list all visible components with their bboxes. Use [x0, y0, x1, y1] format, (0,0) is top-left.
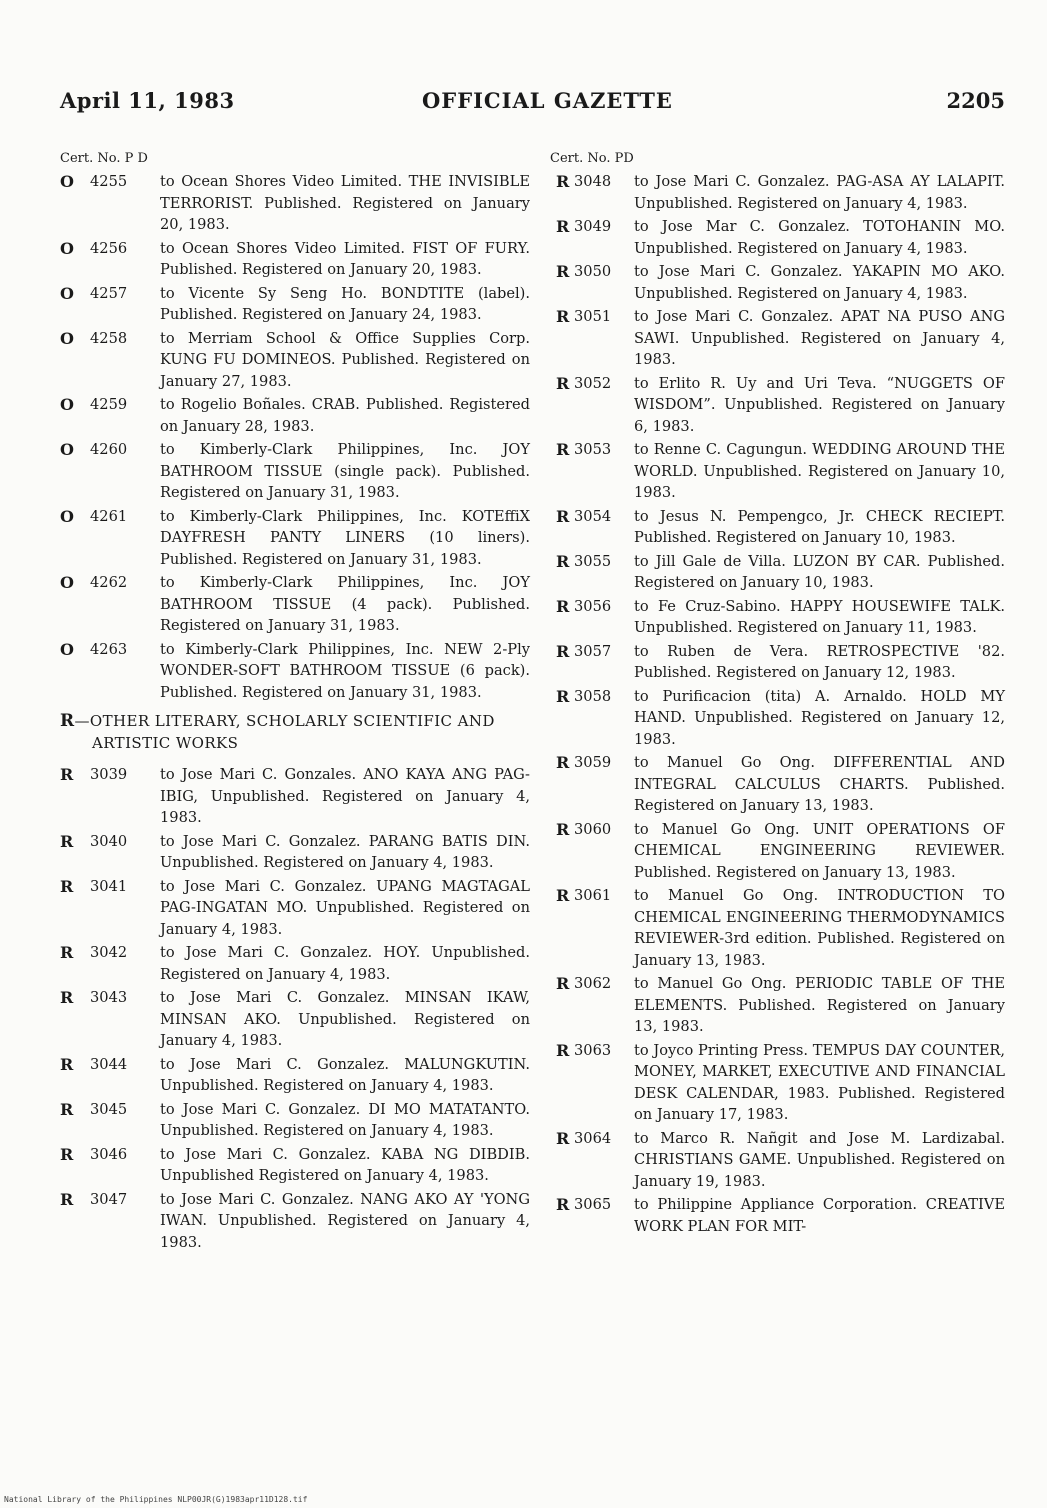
entry-text: to Ocean Shores Video Limited. FIST OF FURY. Published. Registered on January 20, 1983.	[160, 239, 530, 278]
cert-number: 4259	[90, 396, 128, 413]
entry-class-code: R	[60, 1099, 74, 1119]
cert-number: 3051	[574, 308, 612, 325]
section-heading	[60, 711, 530, 754]
cert-number: 4258	[90, 329, 128, 347]
list-item	[60, 1144, 530, 1187]
entry-text: to Jose Mari C. Gonzalez. YAKAPIN MO AKO. Unpublished. Registered on January 4, 1983.	[634, 263, 1005, 302]
cert-number: 3057	[574, 642, 612, 660]
entry-list-o	[60, 171, 530, 703]
list-item	[550, 596, 1005, 639]
list-item	[60, 876, 530, 941]
entry-class-code: R	[556, 596, 570, 616]
cert-number: 3060	[574, 820, 612, 838]
entry-class-code: R	[556, 440, 570, 459]
entry-class-code: R	[556, 1040, 570, 1060]
entry-text: to Ruben de Vera. RETROSPECTIVE '82. Published. Registered on January 12, 1983.	[634, 642, 1005, 681]
cert-number: 3049	[574, 218, 612, 235]
entry-text: to Jose Mari C. Gonzalez. MALUNGKUTIN. Unpublished. Registered on January 4, 1983.	[160, 1055, 530, 1094]
cert-number: 4261	[90, 507, 128, 525]
entry-class-code: R	[556, 307, 570, 326]
entry-text: to Jose Mari C. Gonzales. ANO KAYA ANG PAG-IBIG, Unpublished. Registered on January 4, 1983.	[160, 766, 530, 826]
entry-list-right	[550, 171, 1005, 1237]
cert-number: 4257	[90, 284, 128, 302]
list-item	[60, 283, 530, 326]
entry-text: to Jesus N. Pempengco, Jr. CHECK RECIEPT. Published. Registered on January 10, 1983.	[634, 507, 1005, 546]
page-header	[60, 88, 1005, 116]
cert-number: 3059	[574, 754, 612, 771]
list-item	[550, 752, 1005, 817]
entry-text: to Jose Mari C. Gonzalez. DI MO MATATANTO. Unpublished. Registered on January 4, 1983.	[160, 1100, 530, 1139]
entry-class-code: R	[556, 217, 570, 236]
list-item	[60, 987, 530, 1052]
entry-text: to Erlito R. Uy and Uri Teva. “NUGGETS OF WISDOM”. Unpublished. Registered on January 6, 1983.	[634, 374, 1005, 435]
cert-number: 3045	[90, 1100, 128, 1118]
entry-text: to Joyco Printing Press. TEMPUS DAY COUNTER, MONEY, MARKET, EXECUTIVE AND FINANCIAL DESK CALENDAR, 1983. Published. Registered on January 17, 1983.	[634, 1041, 1005, 1123]
entry-text: to Manuel Go Ong. INTRODUCTION TO CHEMICAL ENGINEERING THERMODYNAMICS REVIEWER-3rd edition. Published. Registered on January 13, 1983.	[634, 887, 1005, 969]
cert-number: 3062	[574, 975, 612, 992]
list-item	[550, 1040, 1005, 1126]
list-item	[550, 506, 1005, 549]
cert-number: 3061	[574, 887, 612, 904]
publication-title: OFFICIAL GAZETTE	[422, 88, 673, 113]
list-item	[550, 216, 1005, 259]
column-heading: Cert. No. PD	[550, 151, 634, 166]
entry-class-code: R	[556, 974, 570, 993]
cert-number: 3063	[574, 1041, 612, 1059]
cert-number: 4256	[90, 239, 128, 257]
cert-number: 3042	[90, 944, 128, 961]
list-item	[60, 831, 530, 874]
entry-class-code: R	[60, 1189, 74, 1209]
list-item	[550, 686, 1005, 751]
left-column	[60, 148, 530, 1255]
list-item	[550, 1194, 1005, 1237]
entry-class-code: R	[556, 753, 570, 772]
entry-text: to Jose Mari C. Gonzalez. MINSAN IKAW, MINSAN AKO. Unpublished. Registered on January 4, 1983.	[160, 989, 530, 1049]
entry-class-code: R	[556, 373, 570, 393]
list-item	[550, 439, 1005, 504]
list-item	[60, 171, 530, 236]
entry-class-code: O	[60, 395, 74, 414]
list-item	[60, 572, 530, 637]
cert-number: 3054	[574, 507, 612, 525]
right-column	[550, 148, 1005, 1239]
entry-text: to Manuel Go Ong. DIFFERENTIAL AND INTEGRAL CALCULUS CHARTS. Published. Registered on January 13, 1983.	[634, 754, 1005, 814]
page-number: 2205	[946, 88, 1005, 113]
section-title: —OTHER LITERARY, SCHOLARLY SCIENTIFIC AND ARTISTIC WORKS	[74, 712, 495, 752]
entry-text: to Rogelio Boñales. CRAB. Published. Registered on January 28, 1983.	[160, 396, 530, 435]
list-item	[550, 1128, 1005, 1193]
entry-class-code: O	[60, 283, 74, 303]
cert-number: 4262	[90, 574, 128, 591]
cert-number: 3041	[90, 877, 128, 895]
entry-class-code: R	[60, 988, 74, 1007]
cert-number: 3040	[90, 832, 128, 850]
entry-class-code: R	[556, 506, 570, 526]
entry-text: to Manuel Go Ong. UNIT OPERATIONS OF CHEMICAL ENGINEERING REVIEWER. Published. Registered on January 13, 1983.	[634, 820, 1005, 881]
entry-class-code: R	[556, 886, 570, 905]
entry-text: to Jose Mari C. Gonzalez. KABA NG DIBDIB. Unpublished Registered on January 4, 1983.	[160, 1145, 530, 1184]
entry-class-code: R	[556, 819, 570, 839]
cert-number: 3046	[90, 1145, 128, 1163]
cert-number: 3052	[574, 374, 612, 392]
cert-number: 3065	[574, 1196, 612, 1213]
entry-text: to Merriam School & Office Supplies Corp. KUNG FU DOMINEOS. Published. Registered on January 27, 1983.	[160, 329, 530, 390]
list-item	[550, 819, 1005, 884]
entry-text: to Vicente Sy Seng Ho. BONDTITE (label). Published. Registered on January 24, 1983.	[160, 284, 530, 323]
entry-class-code: O	[60, 172, 74, 191]
entry-text: to Kimberly-Clark Philippines, Inc. JOY BATHROOM TISSUE (4 pack). Published. Registered on January 31, 1983.	[160, 574, 530, 634]
cert-number: 4255	[90, 173, 128, 190]
entry-text: to Manuel Go Ong. PERIODIC TABLE OF THE ELEMENTS. Published. Registered on January 13, 1983.	[634, 975, 1005, 1035]
cert-number: 3044	[90, 1055, 128, 1073]
issue-date: April 11, 1983	[60, 88, 235, 113]
list-item	[60, 1054, 530, 1097]
list-item	[550, 261, 1005, 304]
entry-text: to Jose Mari C. Gonzalez. UPANG MAGTAGAL PAG-INGATAN MO. Unpublished. Registered on January 4, 1983.	[160, 877, 530, 938]
entry-list-r	[60, 764, 530, 1253]
entry-text: to Marco R. Nañgit and Jose M. Lardizabal. CHRISTIANS GAME. Unpublished. Registered on January 19, 1983.	[634, 1129, 1005, 1190]
cert-number: 3055	[574, 552, 612, 570]
list-item	[550, 551, 1005, 594]
entry-text: to Renne C. Cagungun. WEDDING AROUND THE WORLD. Unpublished. Registered on January 10, 1983.	[634, 441, 1005, 501]
entry-text: to Jose Mari C. Gonzalez. NANG AKO AY 'YONG IWAN. Unpublished. Registered on January 4, 1983.	[160, 1190, 530, 1251]
list-item	[550, 973, 1005, 1038]
entry-class-code: R	[60, 1054, 74, 1074]
cert-number: 3043	[90, 989, 128, 1006]
list-item	[550, 373, 1005, 438]
entry-text: to Jill Gale de Villa. LUZON BY CAR. Published. Registered on January 10, 1983.	[634, 552, 1005, 591]
list-item	[60, 942, 530, 985]
entry-text: to Purificacion (tita) A. Arnaldo. HOLD MY HAND. Unpublished. Registered on January 12, 1983.	[634, 687, 1005, 748]
cert-number: 3039	[90, 766, 128, 783]
list-item	[60, 394, 530, 437]
entry-class-code: R	[556, 641, 570, 661]
entry-class-code: R	[556, 172, 570, 191]
list-item	[550, 641, 1005, 684]
list-item	[60, 238, 530, 281]
entry-class-code: R	[60, 1144, 74, 1164]
cert-number: 3056	[574, 597, 612, 615]
entry-text: to Fe Cruz-Sabino. HAPPY HOUSEWIFE TALK. Unpublished. Registered on January 11, 1983.	[634, 597, 1005, 636]
list-item	[60, 639, 530, 704]
entry-class-code: O	[60, 440, 74, 459]
entry-text: to Jose Mari C. Gonzalez. PARANG BATIS DIN. Unpublished. Registered on January 4, 1983.	[160, 832, 530, 871]
cert-number: 3058	[574, 687, 612, 705]
entry-class-code: R	[60, 765, 74, 784]
entry-text: to Kimberly-Clark Philippines, Inc. KOTEffiX DAYFRESH PANTY LINERS (10 liners). Published. Registered on January 31, 1983.	[160, 507, 530, 568]
list-item	[60, 1099, 530, 1142]
cert-number: 3050	[574, 263, 612, 280]
entry-text: to Philippine Appliance Corporation. CREATIVE WORK PLAN FOR MIT-	[634, 1196, 1005, 1235]
entry-text: to Kimberly-Clark Philippines, Inc. NEW 2-Ply WONDER-SOFT BATHROOM TISSUE (6 pack). Published. Registered on January 31, 1983.	[160, 640, 530, 701]
entry-class-code: R	[556, 1128, 570, 1148]
list-item	[60, 764, 530, 829]
cert-number: 4263	[90, 640, 128, 658]
cert-number: 4260	[90, 441, 128, 458]
entry-class-code: R	[556, 1195, 570, 1214]
entry-text: to Jose Mari C. Gonzalez. APAT NA PUSO ANG SAWI. Unpublished. Registered on January 4, 1983.	[634, 308, 1005, 368]
section-code: R	[60, 711, 75, 731]
entry-class-code: R	[60, 876, 74, 896]
cert-number: 3048	[574, 173, 612, 190]
entry-text: to Ocean Shores Video Limited. THE INVISIBLE TERRORIST. Published. Registered on January 20, 1983.	[160, 173, 530, 233]
list-item	[60, 506, 530, 571]
scan-footer: National Library of the Philippines NLP00JR(G)1983apr11D128.tif	[4, 1495, 308, 1504]
list-item	[60, 1189, 530, 1254]
entry-class-code: R	[556, 686, 570, 706]
entry-text: to Jose Mari C. Gonzalez. PAG-ASA AY LALAPIT. Unpublished. Registered on January 4, 1983.	[634, 173, 1005, 212]
entry-class-code: O	[60, 573, 74, 592]
entry-class-code: O	[60, 506, 74, 526]
entry-class-code: R	[556, 551, 570, 571]
cert-number: 3053	[574, 441, 612, 458]
entry-class-code: O	[60, 639, 74, 659]
entry-class-code: R	[556, 262, 570, 281]
list-item	[60, 328, 530, 393]
list-item	[550, 171, 1005, 214]
entry-class-code: R	[60, 831, 74, 851]
entry-class-code: O	[60, 238, 74, 258]
list-item	[60, 439, 530, 504]
cert-number: 3064	[574, 1129, 612, 1147]
cert-number: 3047	[90, 1190, 128, 1208]
list-item	[550, 885, 1005, 971]
entry-text: to Jose Mari C. Gonzalez. HOY. Unpublished. Registered on January 4, 1983.	[160, 944, 530, 983]
entry-class-code: R	[60, 943, 74, 962]
entry-class-code: O	[60, 328, 74, 348]
list-item	[550, 306, 1005, 371]
column-heading: Cert. No. P D	[60, 151, 148, 166]
entry-text: to Jose Mar C. Gonzalez. TOTOHANIN MO. Unpublished. Registered on January 4, 1983.	[634, 218, 1005, 257]
entry-text: to Kimberly-Clark Philippines, Inc. JOY BATHROOM TISSUE (single pack). Published. Registered on January 31, 1983.	[160, 441, 530, 501]
